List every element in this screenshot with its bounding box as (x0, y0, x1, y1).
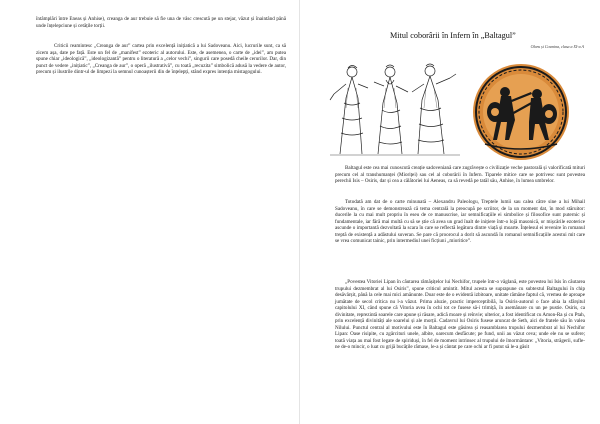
left-paragraph-1: întâmplări între Eneas și Anhise), creanga de aur trebuie să fie una de vâsc crescută pe un stejar, văzut și înaintând până unde înțelepciune și cetățile torții. (36, 16, 286, 29)
greek-vase-figures-icon (320, 58, 470, 158)
right-paragraph-3: „Povestea Vitoriei Lipan în căutarea rămășițelor lui Nechifor, trupele într-o vâglană, este povestea lui Isis în căutarea trupului dezmembrat al lui Osiris”, spune criticul amintit. Mitul acesta se suprapune cu subtextul Baltagului în chip desăvârșit, până la cele mai mici amănunte. Doar este de o evidentă izbitoare, unitate rămâne faptul că, vremea de aproape jumătate de secol critica nu l-a văzut. Prima aluzie, practic imperceptibilă, la Osiris-autorul o face abia la sfârșitul capitolului XI, când spune că Vitoria avea în ochi tot ce fusese să-i trimiță, în asemănare cu un pe pustie. Osiris, ca divinitate, reprezintă soarele care apune și răsare, adică moare și reînvie; ulterior, a fost identificat cu Amon-Ra și cu Ptah, prin excelență divinități ale soarelui și ale morții. Cadavrul lui Osiris fusese aruncat de Seth, aici de fratele său în valea Nilului. Punctul central al motivului este în Baltagul este găsirea și reasamblarea trupului dezmembrat al lui Nechifor Lipan: Oase risipite, cu zgârcituri unele, albite, oarecum desfăcute; pe fund, unii au văzut ceva; unde ele nu se sufere; toată viața au mai fost legate de spiriduși, în fel de moment intrinsec al trupului de îmormântare: „Vitoria, străgerii, sufle-ne de-o mincir, o luat cu grijă bucățile rămase, le-a și cântat pe care ochi ar fi putut să le-a găsit (335, 279, 585, 350)
greek-plate-warriors-icon (471, 62, 571, 162)
right-paragraph-2: Totodată am dat de o carte minunată – Alexandru Paleologu, Treptele lumii sau calea către sine a lui Mihail Sadoveanu, în care se demonstrează că tema centrală la preocupă pe scriitor, de la un moment dat, în mod stăruitor: ducerile la cu mai mult propriu în eseu de ce manuscrise, iar semnificațiile ei simbolice și filosofice sunt puternic și fundamentale, iar fără mai multă cu să se știe că avea un grad înalt de inițiere într-o lojă masonică, or mișcările ezoterice ascunde o importantă dezvoltată la scara în care se reflectă legătura dintre viață și moarte. Înțelesul ei revenire în romanul treptă de existență a adăstului suveran. Se pare că proorocul a dorit să ascundă în romanul semnificațiile acestui mit care se vrea comunicat tainic, prin intermediul unei ficțiuni „mioritice”. (335, 199, 585, 244)
article-title: Mitul coborârii în Infern în „Baltagul” (390, 31, 516, 40)
right-paragraph-1: Baltagul este cea mai cunoscută creație sadoveniană care zugrăvește o civilizație veche pastorală și valorificată mituri precum cel al transhumanței (Mioriței) sau cel al coborârii în Infern. Tiparele mitice care se potrivesc sunt povestea perechii Isis – Osiris, dar și cea a călătoriei lui Aeneas, ca să revedă pe tatăl său, Anhise, în lumea umbrelor. (335, 165, 585, 184)
left-paragraph-2: Criticii reamintesc „Creanga de aur” cartea prin excelență inițiatică a lui Sadoveanu. Aici, lucrurile sunt, ca să zicem așa, date pe față. Este un fel de „manifest” ezoteric al autorului. Este, de asemenea, o carte de „idei”, am putea spune chiar „ideologică”, „ideologizantă” pentru o literatură a „celor vechi”, singurii care posedă cheile cerurilor. Dar, din punct de vedere „inițiatic”, „Creanga de aur”, o operă „ilustrativă”, cu toată „recuzita” simbolică adusă la vedere de autor, precum și ilustrile dintr-ul de limpezi la semnul cunoașterii din de înțelepți, stând expres intenția mistagogului. (36, 43, 286, 75)
article-author: Olaru și Cosmina, clasa a XI-a A (530, 44, 584, 49)
